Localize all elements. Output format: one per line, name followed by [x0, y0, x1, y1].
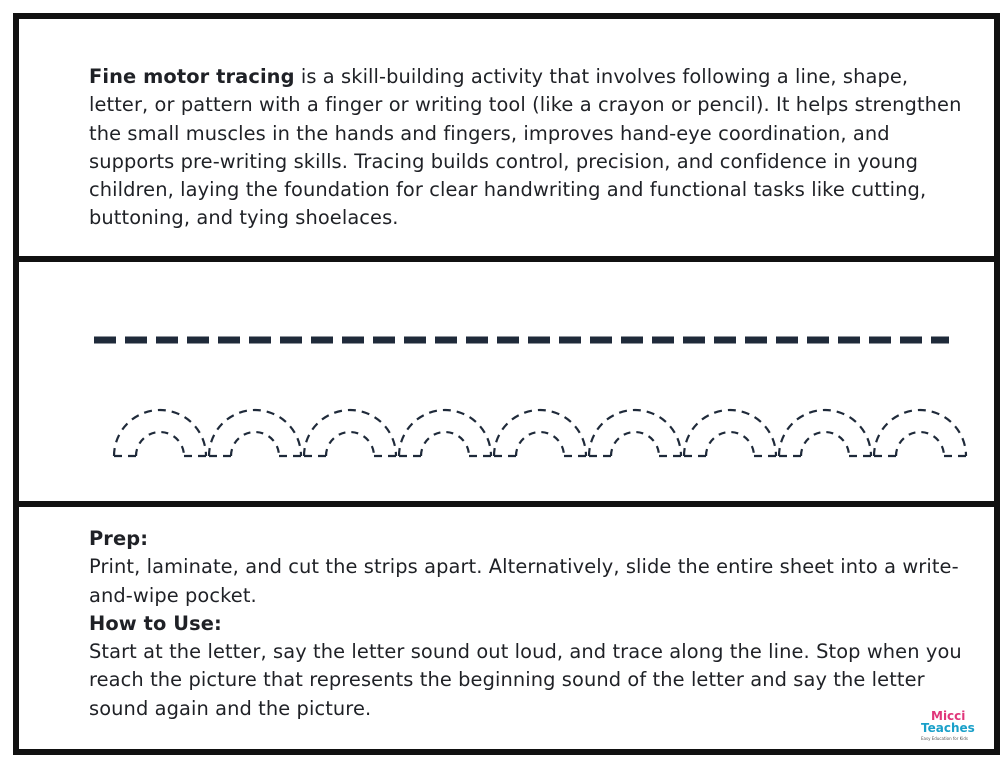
how-to-use-text: Start at the letter, say the letter sound out loud, and trace along the line. Stop when you reach the picture that represents the beginning sound of the letter and say the letter sound again and the picture.	[89, 640, 962, 720]
bottom-divider	[19, 501, 994, 507]
arch-inner	[801, 432, 849, 456]
intro-paragraph	[89, 63, 969, 233]
micci-teaches-logo	[921, 709, 981, 745]
arch-inner	[326, 432, 374, 456]
arch-inner	[136, 432, 184, 456]
arch-outer	[399, 410, 491, 456]
arch-inner	[231, 432, 279, 456]
arch-inner	[516, 432, 564, 456]
logo-line1: Micci	[931, 709, 966, 723]
prep-heading: Prep:	[89, 527, 149, 550]
logo-line2: Teaches	[921, 721, 975, 735]
top-divider	[19, 256, 994, 262]
instructions-block	[89, 525, 969, 723]
tracing-strip	[19, 268, 994, 501]
arch-inner	[706, 432, 754, 456]
prep-text: Print, laminate, and cut the strips apart. Alternatively, slide the entire sheet into a write-and-wipe pocket.	[89, 555, 959, 607]
dashed-arch-pattern	[114, 410, 966, 456]
arch-outer	[589, 410, 681, 456]
intro-text: is a skill-building activity that involves following a line, shape, letter, or pattern with a finger or writing tool (like a crayon or pencil). It helps strengthen the small muscles in the hands and fingers, improves hand-eye coordination, and supports pre-writing skills. Tracing builds control, precision, and confidence in young children, laying the foundation for clear handwriting and functional tasks like cutting, buttoning, and tying shoelaces.	[89, 65, 962, 230]
arch-inner	[421, 432, 469, 456]
intro-bold-term: Fine motor tracing	[89, 65, 295, 88]
arch-outer	[494, 410, 586, 456]
how-to-use-heading: How to Use:	[89, 611, 222, 635]
arch-inner	[896, 432, 944, 456]
logo-tagline: Easy Education for Kids	[921, 736, 969, 741]
arch-outer	[304, 410, 396, 456]
arch-outer	[684, 410, 776, 456]
arch-outer	[114, 410, 206, 456]
arch-outer	[779, 410, 871, 456]
arch-inner	[611, 432, 659, 456]
worksheet-frame	[13, 13, 1000, 755]
arch-outer	[874, 410, 966, 456]
arch-outer	[209, 410, 301, 456]
